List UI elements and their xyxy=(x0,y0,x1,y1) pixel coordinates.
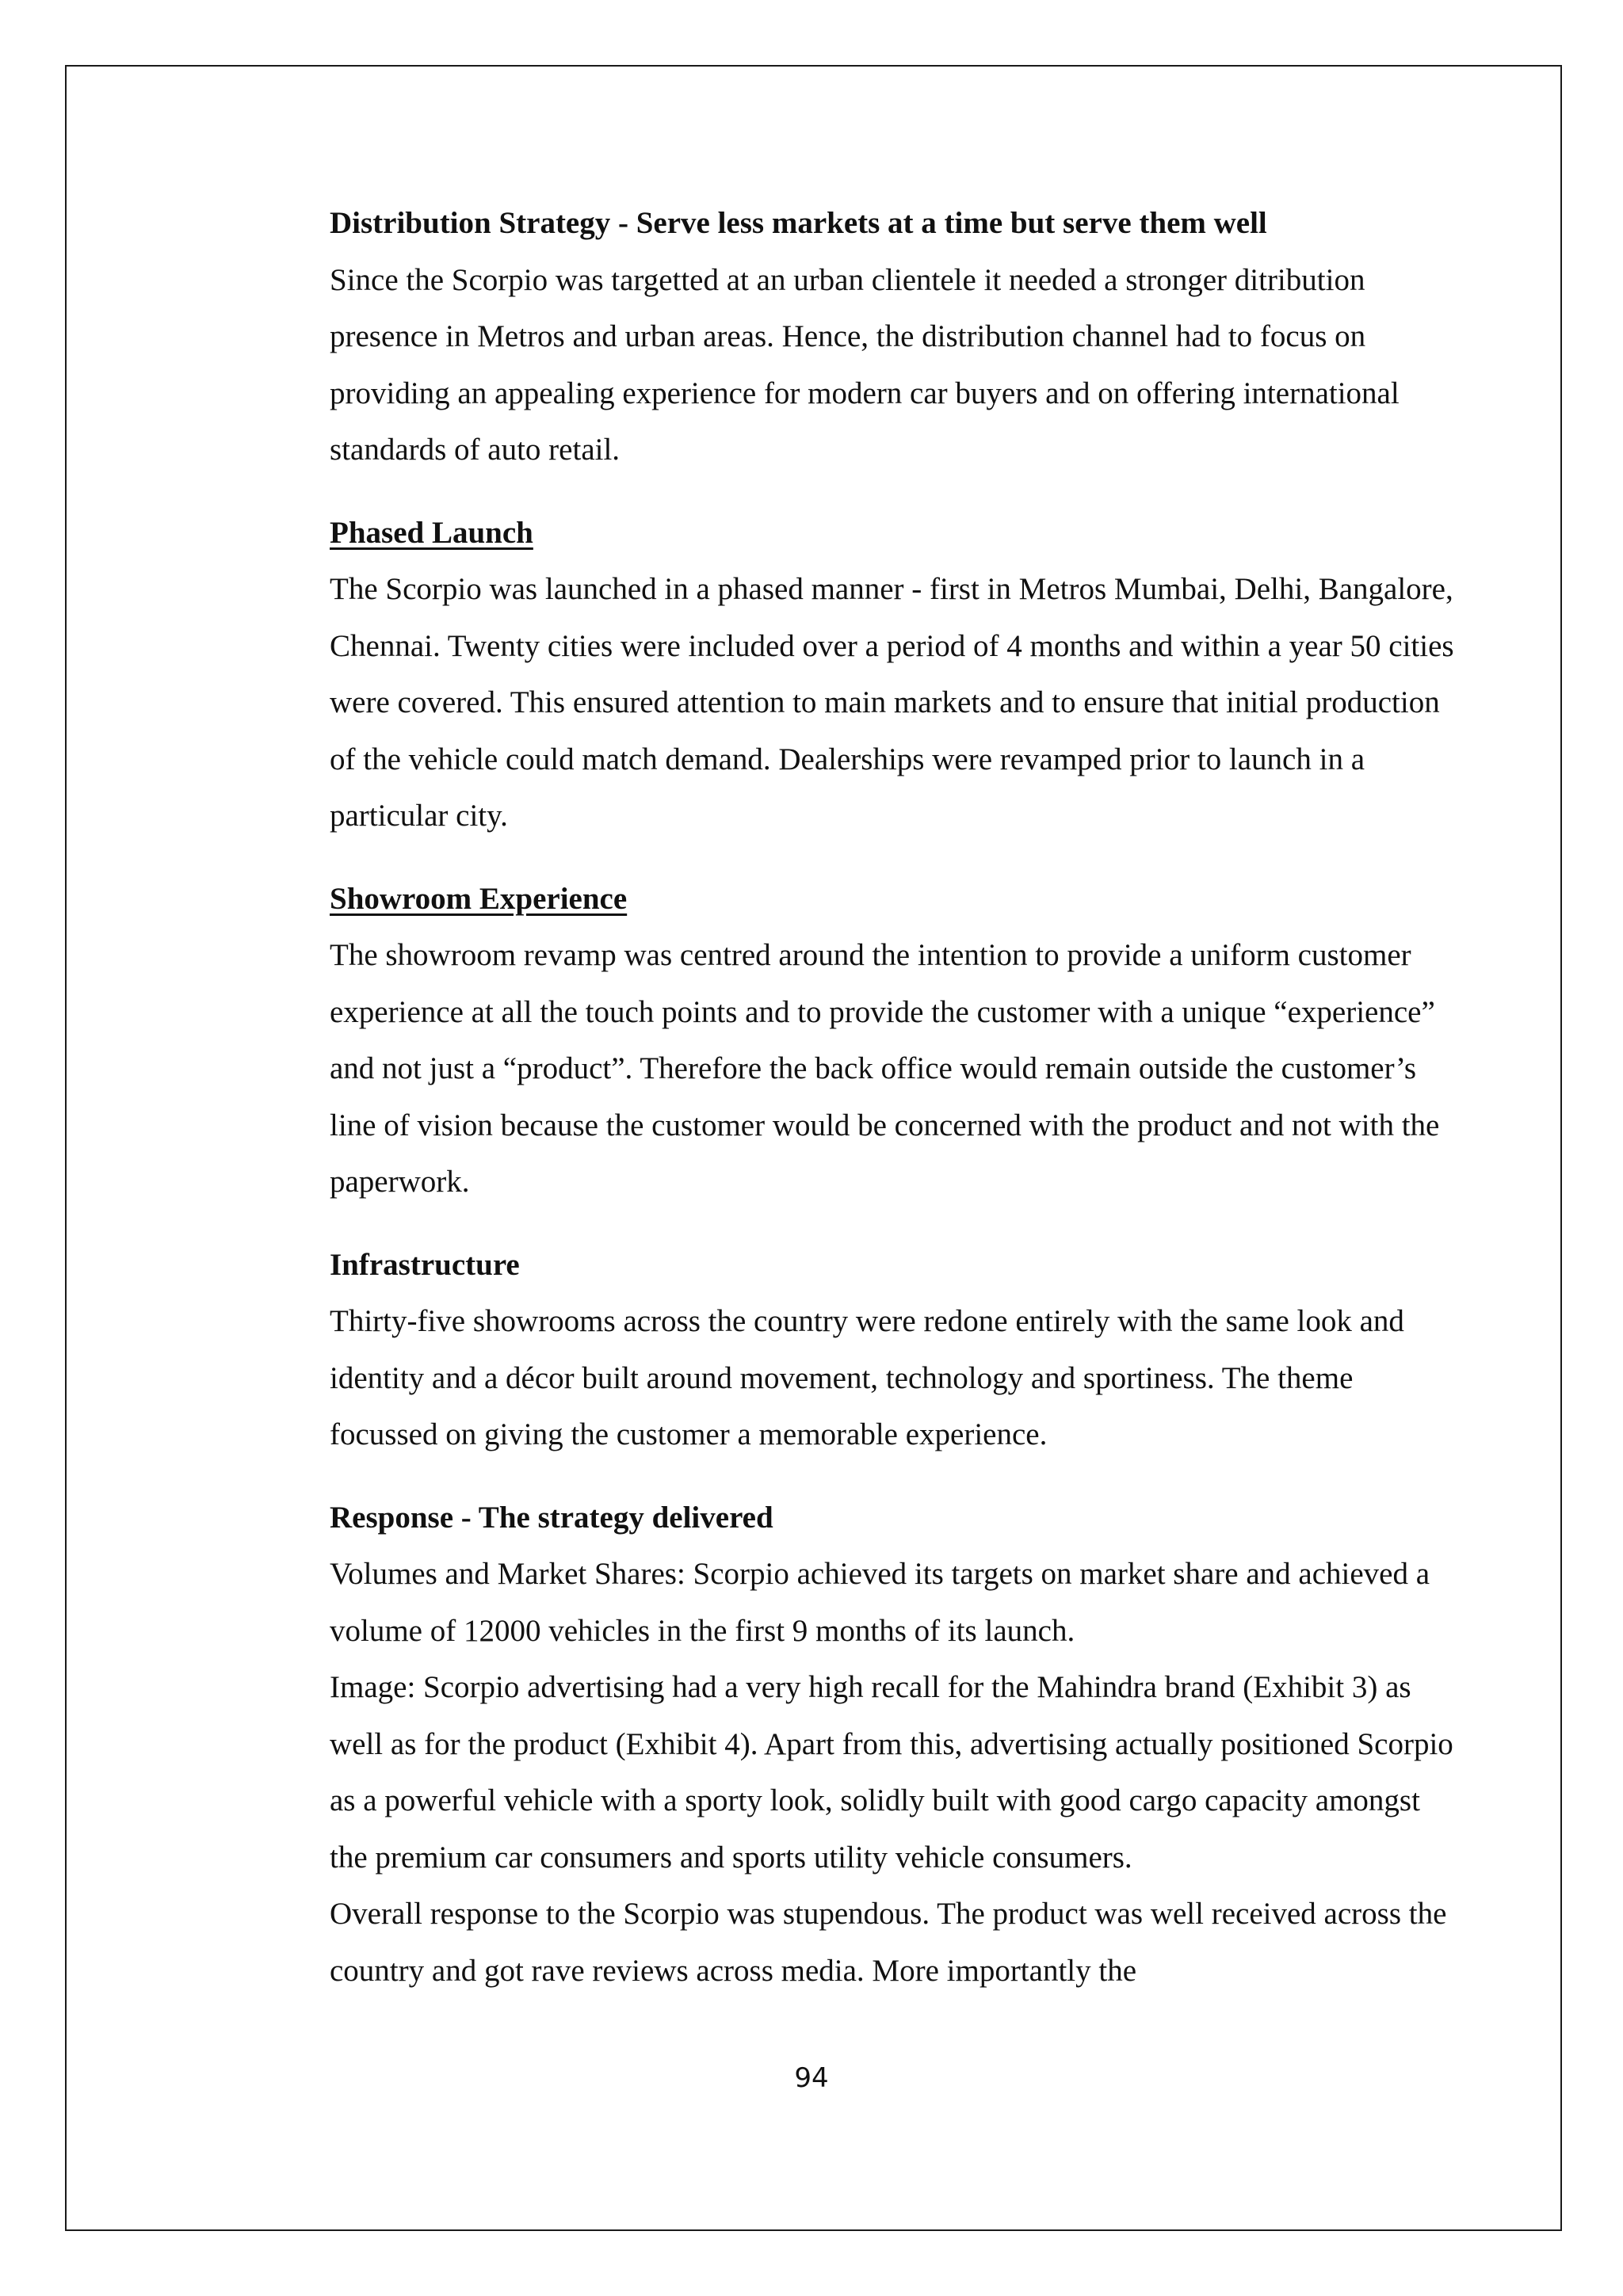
section-paragraph: Image: Scorpio advertising had a very high recall for the Mahindra brand (Exhibit 3) as well as for the product (Exhibit 4). Apart from this, advertising actually positioned Scorpio as a powerful vehicle with a sporty look, solidly built with good cargo capacity amongst the premium car consumers and sports utility vehicle consumers. xyxy=(330,1670,1453,1875)
section-paragraph: Thirty-five showrooms across the country were redone entirely with the same look and identity and a décor built around movement, technology and sportiness. The theme focussed on giving the customer a memorable experience. xyxy=(330,1304,1404,1451)
section-paragraph: Since the Scorpio was targetted at an urban clientele it needed a stronger ditribution presence in Metros and urban areas. Hence, the distribution channel had to focus on providing an appealing experience for modern car buyers and on offering international standards of auto retail. xyxy=(330,262,1400,467)
section-heading: Distribution Strategy - Serve less markets at a time but serve them well xyxy=(330,206,1267,240)
section-infrastructure xyxy=(330,1237,1455,1463)
section-paragraph: The showroom revamp was centred around the intention to provide a uniform customer experience at all the touch points and to provide the customer with a unique “experience” and not just a “product”. Therefore the back office would remain outside the customer’s line of vision because the customer would be concerned with the product and not with the paperwork. xyxy=(330,938,1440,1199)
section-response xyxy=(330,1489,1455,2000)
section-paragraph: Volumes and Market Shares: Scorpio achieved its targets on market share and achieved a volume of 12000 vehicles in the first 9 months of its launch. xyxy=(330,1557,1430,1648)
section-heading: Showroom Experience xyxy=(330,881,628,916)
section-distribution-strategy xyxy=(330,195,1455,479)
section-heading: Infrastructure xyxy=(330,1247,520,1282)
section-heading: Response - The strategy delivered xyxy=(330,1500,773,1535)
section-paragraph: Overall response to the Scorpio was stupendous. The product was well received across the country and got rave reviews across media. More importantly the xyxy=(330,1897,1447,1988)
section-paragraph: The Scorpio was launched in a phased manner - first in Metros Mumbai, Delhi, Bangalore, Chennai. Twenty cities were included over a period of 4 months and within a year 50 cities were covered. This ensured attention to main markets and to ensure that initial production of the vehicle could match demand. Dealerships were revamped prior to launch in a particular city. xyxy=(330,572,1454,833)
section-heading: Phased Launch xyxy=(330,515,533,550)
section-phased-launch xyxy=(330,505,1455,845)
document-body xyxy=(330,195,1455,2025)
page-number: 94 xyxy=(794,2062,829,2094)
section-showroom-experience xyxy=(330,871,1455,1211)
